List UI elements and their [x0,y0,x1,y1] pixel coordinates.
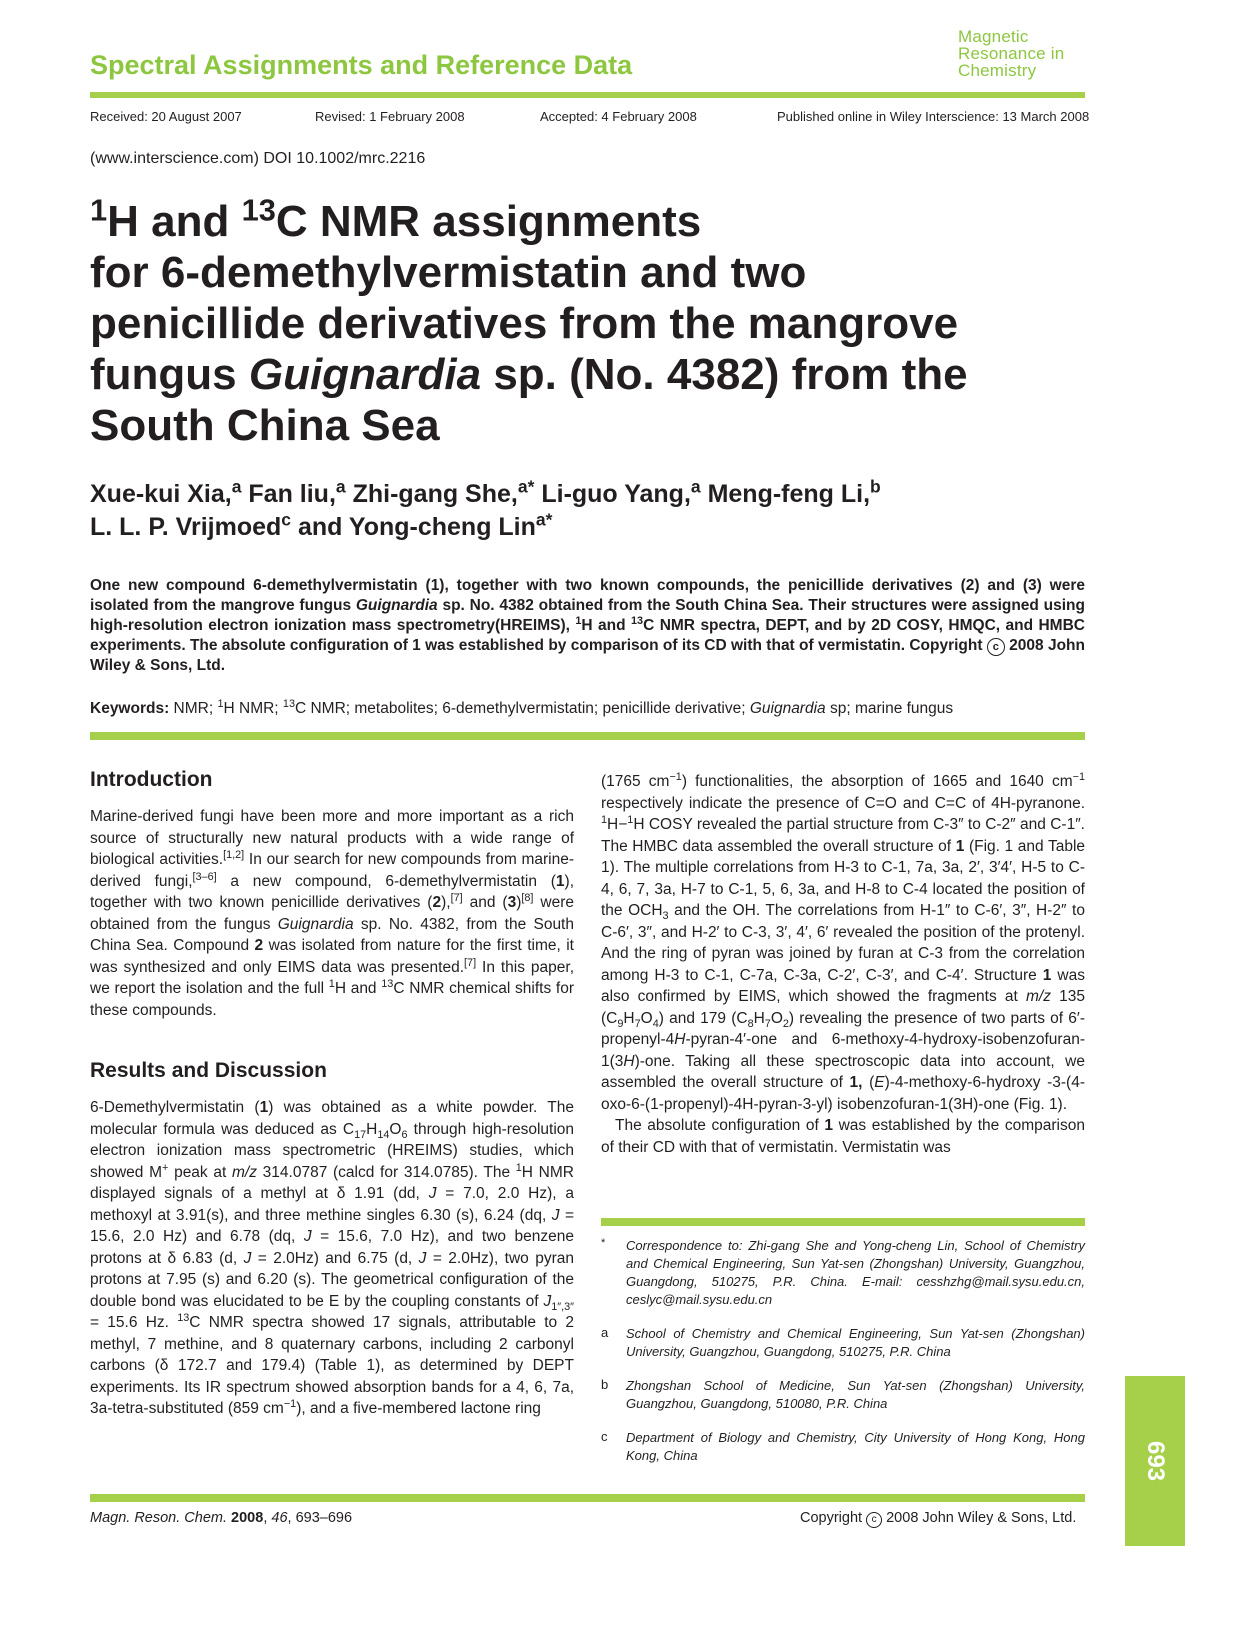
footnote-b [601,1377,1085,1413]
received-date: Received: 20 August 2007 [90,109,242,124]
article-title [90,192,1090,451]
footer-citation: Magn. Reson. Chem. 2008, 46, 693–696 [90,1510,353,1526]
page-number: 693 [1142,1440,1169,1482]
footer-copyright: Copyright c 2008 John Wiley & Sons, Ltd. [800,1510,1077,1526]
left-column [90,768,574,1420]
footnote-b-text: Zhongshan School of Medicine, Sun Yat-sen (Zhongshan) University, Guangzhou, Guangdong, 510080, P.R. China [626,1378,1085,1411]
revised-date: Revised: 1 February 2008 [315,109,465,124]
footnote-mark-b: b [601,1377,609,1392]
logo-line-1: Magnetic [958,27,1029,46]
title-line-3: penicillide derivatives from the mangrove [90,299,959,348]
logo-line-2: Resonance in [958,44,1065,63]
published-date: Published online in Wiley Interscience: 13 March 2008 [777,109,1090,124]
authors-line-2: L. L. P. Vrijmoed$^c$ and Yong-cheng Lin$^{a*}$ [90,509,553,541]
title-line-4: fungus Guignardia sp. (No. 4382) from the [90,350,968,399]
header-rule [90,92,1085,98]
logo-line-3: Chemistry [958,61,1037,80]
footer-rule [90,1494,1085,1502]
title-line-5: South China Sea [90,401,440,450]
footnote-correspondence-text: Correspondence to: Zhi-gang She and Yong-cheng Lin, School of Chemistry and Chemical Engineering, Sun Yat-sen (Zhongshan) University, Guangzhou, Guangdong, 510275, P.R. China. E-mail: cesshzhg@mail.sysu.edu.cn, ceslyc@mail.sysu.edu.cn [626,1238,1085,1307]
doi: (www.interscience.com) DOI 10.1002/mrc.2216 [90,150,426,167]
footnote-c [601,1429,1085,1465]
abstract-rule [90,732,1085,740]
results-paragraph: 6-Demethylvermistatin (1) was obtained as a white powder. The molecular formula was deduced as $C_{17}H_{14}O_6$ through high-resolution electron ionization mass spectrometric (HREIMS) studies, which showed M+ peak at m/z 314.0787 (calcd for 314.0785). The $^1$H NMR displayed signals of a methyl at δ 1.91 (dd, J = 7.0, 2.0 Hz), a methoxyl at 3.91(s), and three methine singles 6.30 (s), 6.24 (dq, J = 15.6, 2.0 Hz) and 6.78 (dq, J = 15.6, 7.0 Hz), and two benzene protons at δ 6.83 (d, J = 2.0Hz) and 6.75 (d, J = 2.0Hz), two pyran protons at 7.95 (s) and 6.20 (s). The geometrical configuration of the double bond was elucidated to be E by the coupling constants of $J_{1'',3''} = 15.6$ Hz. $^{13}$C NMR spectra showed 17 signals, attributable to 2 methyl, 7 methine, and 8 quaternary carbons, including 2 carbonyl carbons (δ 172.7 and 179.4) (Table 1), as determined by DEPT experiments. Its IR spectrum showed absorption bands for a 4, 6, 7a, 3a-tetra-substituted (859 $cm^{-1}$), and a five-membered lactone ring [90,1099,575,1417]
abstract: One new compound 6-demethylvermistatin (1), together with two known compounds, the penicillide derivatives (2) and (3) were isolated from the mangrove fungus Guignardia sp. No. 4382 obtained from the South China Sea. Their structures were assigned using high-resolution electron ionization mass spectrometry(HREIMS), $^1$H and $^{13}$C NMR spectra, DEPT, and by 2D COSY, HMQC, and HMBC experiments. The absolute configuration of 1 was established by comparison of its CD with that of vermistatin. Copyright c 2008 John Wiley & Sons, Ltd. [90,577,1085,674]
title-line-2: for 6-demethylvermistatin and two [90,248,807,297]
authors [90,478,1090,544]
footnotes [601,1237,1085,1465]
right-paragraph-1: (1765 $cm^{-1}$) functionalities, the absorption of 1665 and 1640 $cm^{-1}$ respectively indicate the presence of C=O and C=C of 4H-pyranone. $^1$H−$^1$H COSY revealed the partial structure from C-3″ to C-2″ and C-1″. The HMBC data assembled the overall structure of 1 (Fig. 1 and Table 1). The multiple correlations from H-3 to C-1, 7a, 3a, 2′, 3′4′, H-5 to C-4, 6, 7, 3a, H-7 to C-1, 5, 6, 3a, and H-8 to C-4 located the position of the $OCH_3$ and the OH. The correlations from H-1″ to C-6′, 3″, H-2″ to C-6′, 3″, and H-2′ to C-3, 3′, 4′, 6′ revealed the position of the protenyl. And the ring of pyran was joined by furan at C-3 from the correlation among H-3 to C-1, C-7a, C-3a, C-2′, C-3′, and C-4′. Structure 1 was also confirmed by EIMS, which showed the fragments at m/z 135 $(C_9H_7O_4)$ and 179 $(C_8H_7O_2)$ revealing the presence of two parts of 6′-propenyl-4H-pyran-4′-one and 6-methoxy-4-hydroxy-isobenzofuran-1(3H)-one. Taking all these spectroscopic data into account, we assembled the overall structure of 1, (E)-4-methoxy-6-hydroxy -3-(4-oxo-6-(1-propenyl)-4H-pyran-3-yl) isobenzofuran-1(3H)-one (Fig. 1). The absolute configuration of 1 was established by the comparison of their CD with that of vermistatin. Vermistatin was [601,770,1086,1156]
footnote-mark-a: a [601,1325,609,1340]
footnote-mark-c: c [601,1429,608,1444]
intro-paragraph: Marine-derived fungi have been more and more important as a rich source of structurally new natural products with a wide range of biological activities.[1,2] In our search for new compounds from marine-derived fungi,[3–6] a new compound, 6-demethylvermistatin (1), together with two known penicillide derivatives (2),[7] and (3)[8] were obtained from the fungus Guignardia sp. No. 4382, from the South China Sea. Compound 2 was isolated from nature for the first time, it was synthesized and only EIMS data was presented.[7] In this paper, we report the isolation and the full $^1$H and $^{13}$C NMR chemical shifts for these compounds. [90,808,574,1019]
right-column [601,771,1085,1158]
page-number-tab [1125,1376,1185,1546]
footnote-correspondence [601,1237,1085,1309]
footnote-mark-star: * [601,1237,606,1249]
intro-heading: Introduction [90,768,213,791]
authors-line-1: Xue-kui Xia,$^a$ Fan liu,$^a$ Zhi-gang She,$^{a*}$ Li-guo Yang,$^a$ Meng-feng Li,$^b$ [90,476,881,508]
footnote-c-text: Department of Biology and Chemistry, City University of Hong Kong, Hong Kong, China [626,1430,1085,1463]
keywords-label: Keywords: [90,700,170,717]
journal-logo [958,28,1064,79]
keywords: Keywords: NMR; $^1$H NMR; $^{13}$C NMR; metabolites; 6-demethylvermistatin; penicillide derivative; Guignardia sp; marine fungus [90,697,954,717]
section-title: Spectral Assignments and Reference Data [90,50,633,80]
results-heading: Results and Discussion [90,1059,327,1082]
footnote-a [601,1325,1085,1361]
footnote-rule [601,1218,1085,1226]
accepted-date: Accepted: 4 February 2008 [540,109,697,124]
title-line-1: $^1$H and $^{13}$C NMR assignments [90,192,702,246]
footnote-a-text: School of Chemistry and Chemical Engineering, Sun Yat-sen (Zhongshan) University, Guangzhou, Guangdong, 510275, P.R. China [626,1326,1085,1359]
